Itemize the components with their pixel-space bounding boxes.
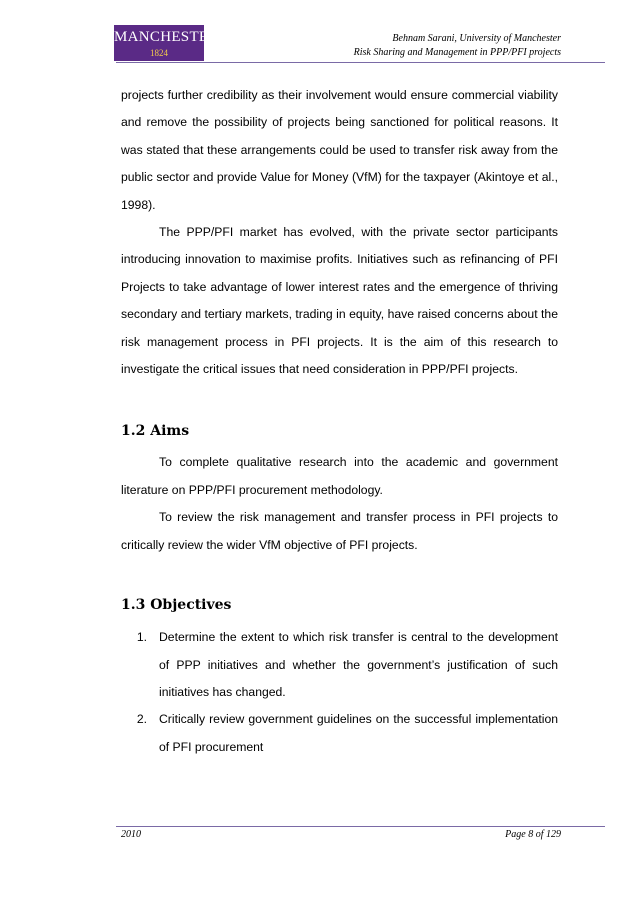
list-item <box>121 624 558 706</box>
list-number: 2. <box>136 712 147 727</box>
list-item <box>121 706 558 761</box>
objectives-list <box>121 624 558 761</box>
aims-paragraph-1: To complete qualitative research into the academic and government literature on PPP/PFI procurement methodology. <box>121 455 558 497</box>
running-header <box>354 32 561 60</box>
list-text: Determine the extent to which risk transfer is central to the development of PPP initiatives and whether the government’s justification of such initiatives has changed. <box>159 630 558 699</box>
logo-name: MANCHESTER <box>114 29 219 45</box>
header-divider <box>116 62 605 63</box>
list-text: Critically review government guidelines on the successful implementation of PFI procurement <box>159 712 558 754</box>
logo-year: 1824 <box>150 48 168 58</box>
paragraph-market: The PPP/PFI market has evolved, with the private sector participants introducing innovation to maximise profits. Initiatives such as refinancing of PFI Projects to take advantage of lower interest rates and the emergence of thriving secondary and tertiary markets, trading in equity, have raised concerns about the risk management process in PFI projects. It is the aim of this research to investigate the critical issues that need consideration in PPP/PFI projects. <box>121 225 558 377</box>
university-logo <box>114 25 219 61</box>
paragraph-intro: projects further credibility as their involvement would ensure commercial viability and remove the possibility of projects being sanctioned for political reasons. It was stated that these arrangements could be used to transfer risk away from the public sector and provide Value for Money (VfM) for the taxpayer (Akintoye et al., 1998). <box>121 88 558 212</box>
page-body <box>121 82 558 761</box>
header-author: Behnam Sarani, University of Manchester <box>392 33 561 44</box>
list-number: 1. <box>136 630 147 645</box>
footer-year: 2010 <box>121 829 141 840</box>
page-number: Page 8 of 129 <box>505 829 561 840</box>
aims-paragraph-2: To review the risk management and transfer process in PFI projects to critically review the wider VfM objective of PFI projects. <box>121 510 558 552</box>
header-title: Risk Sharing and Management in PPP/PFI projects <box>353 47 561 58</box>
footer-divider <box>116 826 605 827</box>
section-heading-objectives: 1.3 Objectives <box>121 597 232 614</box>
section-heading-aims: 1.2 Aims <box>121 423 190 440</box>
